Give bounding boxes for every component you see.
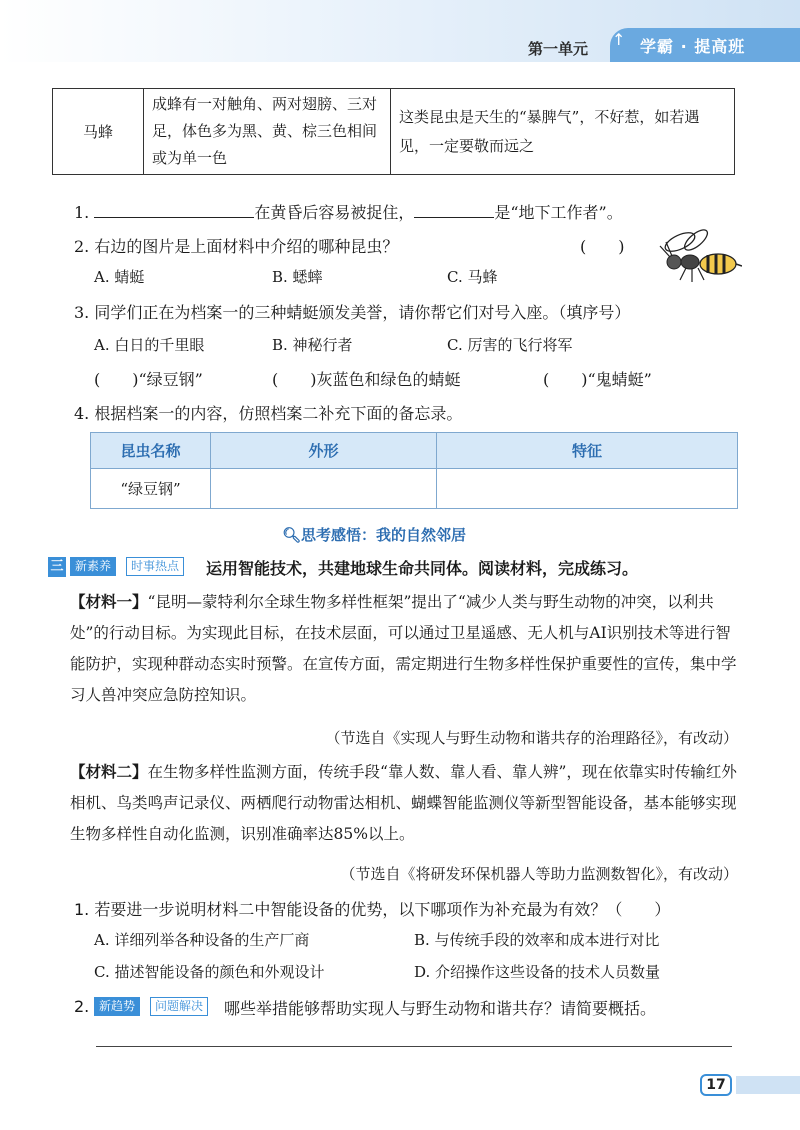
option-b[interactable]: B. 蟋蟀 xyxy=(272,268,323,286)
blank-2[interactable] xyxy=(414,202,494,218)
option-a[interactable]: A. 白日的千里眼 xyxy=(94,336,205,354)
unit-label: 第一单元 xyxy=(528,40,589,58)
trait-cell: 这类昆虫是天生的“暴脾气”，不好惹，如若遇见，一定要敬而远之 xyxy=(391,89,735,175)
page-bar xyxy=(736,1076,800,1094)
material-2 xyxy=(70,757,742,850)
table-cell-input[interactable] xyxy=(211,469,437,509)
material-text: “昆明—蒙特利尔全球生物多样性框架”提出了“减少人类与野生动物的冲突，以利共处”的行动目标。为实现此目标，在技术层面，可以通过卫星遥感、无人机与AI识别技术等进行智能防护，实现种群动态实时预警。在宣传方面，需定期进行生物多样性保护重要性的宣传，集中学习人兽冲突应急防控知识。 xyxy=(70,593,737,704)
answer-paren[interactable]: ( ) xyxy=(580,237,625,256)
arrow-icon: ↑ xyxy=(612,30,626,49)
blank-1[interactable] xyxy=(94,202,254,218)
memo-table xyxy=(90,432,738,509)
source-note: （节选自《将研发环保机器人等助力监测数智化》，有改动） xyxy=(340,865,738,883)
option-a[interactable]: A. 蜻蜓 xyxy=(94,268,145,286)
table-row xyxy=(91,469,738,509)
blank-item[interactable]: ( )“鬼蜻蜓” xyxy=(543,370,652,389)
tag-badge: 新素养 xyxy=(70,557,116,576)
material-label: 【材料一】 xyxy=(70,593,148,611)
table-row xyxy=(53,89,735,175)
section-number: 三 xyxy=(48,557,66,577)
insect-name-cell: 马蜂 xyxy=(53,89,144,175)
material-label: 【材料二】 xyxy=(70,763,148,781)
source-note: （节选自《实现人与野生动物和谐共存的治理路径》，有改动） xyxy=(325,729,738,747)
option-c[interactable]: C. 马蜂 xyxy=(447,268,498,286)
question-4: 4. 根据档案一的内容，仿照档案二补充下面的备忘录。 xyxy=(74,404,463,423)
search-icon: 🔍︎ xyxy=(282,526,302,544)
think-heading xyxy=(282,524,466,545)
material-text: 在生物多样性监测方面，传统手段“靠人数、靠人看、靠人辨”，现在依靠实时传输红外相机、鸟类鸣声记录仪、两栖爬行动物雷达相机、蝴蝶智能监测仪等新型智能设备，基本能够实现生物多样性自动化监测，识别准确率达85%以上。 xyxy=(70,763,737,843)
q1-end: 是“地下工作者”。 xyxy=(494,203,623,222)
page-number: 17 xyxy=(700,1074,732,1096)
column-header: 特征 xyxy=(437,433,738,469)
column-header: 昆虫名称 xyxy=(91,433,211,469)
blank-item[interactable]: ( )灰蓝色和绿色的蜻蜓 xyxy=(272,370,461,389)
insect-table xyxy=(52,88,735,175)
section-title: 运用智能技术，共建地球生命共同体。阅读材料，完成练习。 xyxy=(206,559,639,578)
table-cell: “绿豆钢” xyxy=(91,469,211,509)
brand-label: 学霸 · 提高班 xyxy=(640,37,746,56)
appearance-cell: 成蜂有一对触角、两对翅膀、三对足，体色多为黑、黄、棕三色相间或为单一色 xyxy=(144,89,391,175)
option-c[interactable]: C. 厉害的飞行将军 xyxy=(447,336,573,354)
tag-badge: 问题解决 xyxy=(150,997,208,1016)
tag-badge: 时事热点 xyxy=(126,557,184,576)
option-a[interactable]: A. 详细列举各种设备的生产厂商 xyxy=(94,931,310,949)
think-label: 思考感悟：我的自然邻居 xyxy=(301,526,467,544)
section3-question-1: 1. 若要进一步说明材料二中智能设备的优势，以下哪项作为补充最为有效？（ ） xyxy=(74,900,671,919)
option-b[interactable]: B. 与传统手段的效率和成本进行对比 xyxy=(414,931,660,949)
section3-question-2-number: 2. xyxy=(74,997,90,1016)
material-1 xyxy=(70,587,742,711)
option-d[interactable]: D. 介绍操作这些设备的技术人员数量 xyxy=(414,963,661,981)
column-header: 外形 xyxy=(211,433,437,469)
table-cell-input[interactable] xyxy=(437,469,738,509)
section3-question-2: 哪些举措能够帮助实现人与野生动物和谐共存？请简要概括。 xyxy=(224,999,657,1018)
question-number: 1. xyxy=(74,203,90,222)
option-b[interactable]: B. 神秘行者 xyxy=(272,336,353,354)
tag-badge: 新趋势 xyxy=(94,997,140,1016)
blank-item[interactable]: ( )“绿豆钢” xyxy=(94,370,203,389)
option-c[interactable]: C. 描述智能设备的颜色和外观设计 xyxy=(94,963,325,981)
question-3: 3. 同学们正在为档案一的三种蜻蜓颁发美誉，请你帮它们对号入座。（填序号） xyxy=(74,303,631,322)
question-1 xyxy=(74,200,623,223)
table-header-row xyxy=(91,433,738,469)
question-2: 2. 右边的图片是上面材料中介绍的哪种昆虫？ xyxy=(74,237,399,256)
q1-middle: 在黄昏后容易被捉住， xyxy=(254,203,415,222)
bee-icon xyxy=(646,226,742,284)
answer-line[interactable] xyxy=(96,1046,732,1047)
